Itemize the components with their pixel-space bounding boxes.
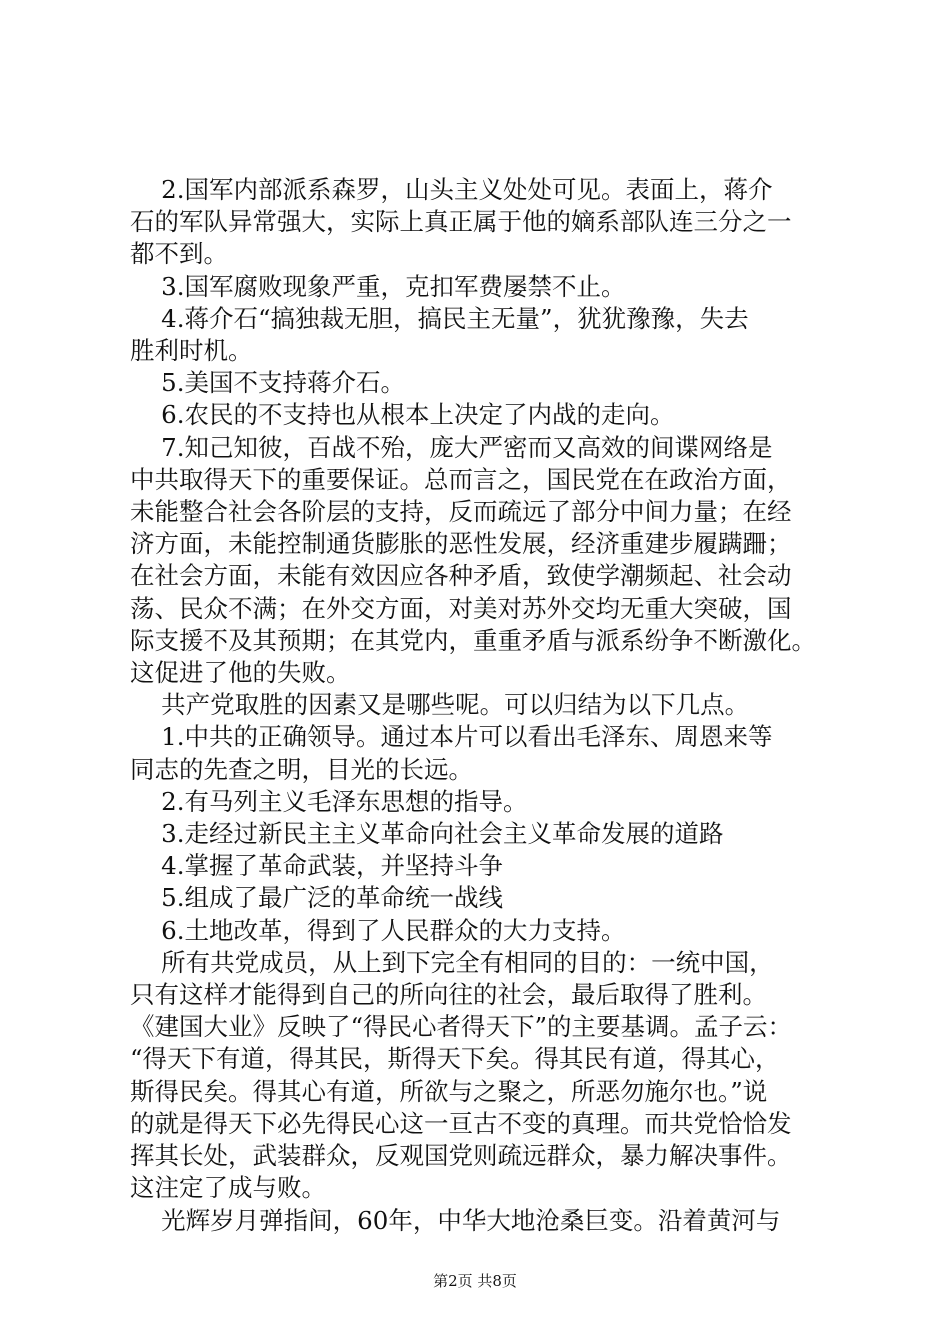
text-line: 挥其长处，武装群众，反观国党则疏远群众，暴力解决事件。	[130, 1141, 792, 1171]
text-line: 荡、民众不满；在外交方面，对美对苏外交均无重大突破，国	[130, 593, 792, 623]
text-line: 石的军队异常强大，实际上真正属于他的嫡系部队连三分之一	[130, 207, 792, 237]
text-line: 4.掌握了革命武装，并坚持斗争	[130, 851, 504, 881]
text-line: 5.组成了最广泛的革命统一战线	[130, 883, 504, 913]
text-line: 7.知己知彼，百战不殆，庞大严密而又高效的间谍网络是	[130, 432, 773, 462]
text-line: 未能整合社会各阶层的支持，反而疏远了部分中间力量；在经	[130, 497, 792, 527]
text-line: 中共取得天下的重要保证。总而言之，国民党在在政治方面，	[130, 464, 792, 494]
text-line: 胜利时机。	[130, 336, 253, 366]
text-line: 只有这样才能得到自己的所向往的社会，最后取得了胜利。	[130, 980, 767, 1010]
text-line: 这促进了他的失败。	[130, 658, 351, 688]
text-line: 5.美国不支持蒋介石。	[130, 368, 406, 398]
text-line: “得天下有道，得其民，斯得天下矣。得其民有道，得其心，	[130, 1044, 780, 1074]
text-line: 的就是得天下必先得民心这一亘古不变的真理。而共党恰恰发	[130, 1108, 792, 1138]
text-line: 济方面，未能控制通货膨胀的恶性发展，经济重建步履蹒跚；	[130, 529, 792, 559]
text-line: 《建国大业》反映了“得民心者得天下”的主要基调。孟子云：	[130, 1012, 793, 1042]
document-body	[130, 174, 830, 1237]
text-line: 所有共党成员，从上到下完全有相同的目的：一统中国，	[130, 947, 774, 977]
text-line: 都不到。	[130, 239, 228, 269]
text-line: 斯得民矣。得其心有道，所欲与之聚之，所恶勿施尔也。”说	[130, 1076, 768, 1106]
text-line: 2.有马列主义毛泽东思想的指导。	[130, 786, 528, 816]
text-line: 际支援不及其预期；在其党内，重重矛盾与派系纷争不断激化。	[130, 625, 816, 655]
text-line: 这注定了成与败。	[130, 1173, 326, 1203]
text-line: 3.国军腐败现象严重，克扣军费屡禁不止。	[130, 271, 626, 301]
page-footer: 第2页 共8页	[433, 1272, 517, 1290]
text-line: 在社会方面，未能有效因应各种矛盾，致使学潮频起、社会动	[130, 561, 792, 591]
text-line: 3.走经过新民主主义革命向社会主义革命发展的道路	[130, 819, 724, 849]
text-line: 1.中共的正确领导。通过本片可以看出毛泽东、周恩来等	[130, 722, 773, 752]
text-line: 同志的先查之明，目光的长远。	[130, 754, 473, 784]
text-line: 2.国军内部派系森罗，山头主义处处可见。表面上，蒋介	[130, 175, 773, 204]
text-line: 4.蒋介石“搞独裁无胆，搞民主无量”，犹犹豫豫，失去	[130, 303, 749, 333]
text-line: 共产党取胜的因素又是哪些呢。可以归结为以下几点。	[130, 690, 750, 720]
text-line: 光辉岁月弹指间，60年，中华大地沧桑巨变。沿着黄河与	[130, 1205, 781, 1235]
text-line: 6.土地改革，得到了人民群众的大力支持。	[130, 915, 626, 945]
text-line: 6.农民的不支持也从根本上决定了内战的走向。	[130, 400, 675, 430]
